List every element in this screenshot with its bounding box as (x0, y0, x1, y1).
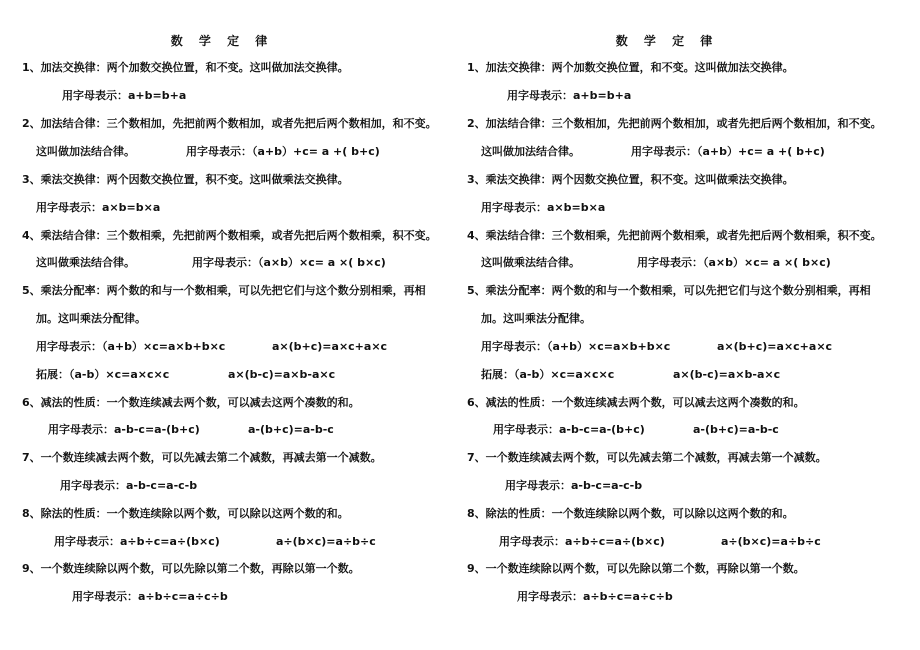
law-text: 用字母表示：a÷b÷c=a÷c÷b (517, 590, 673, 603)
law-line (467, 450, 827, 466)
law-text: 6、减法的性质：一个数连续减去两个数，可以减去这两个凑数的和。 (467, 396, 805, 409)
law-text: 用字母表示：a-b-c=a-c-b (505, 479, 643, 492)
law-line (481, 339, 833, 355)
law-text: 用字母表示：（a+b）×c=a×b+b×c (481, 340, 671, 353)
law-formula: a×(b-c)=a×b-a×c (673, 368, 781, 381)
law-text: 4、乘法结合律：三个数相乘，先把前两个数相乘，或者先把后两个数相乘，积不变。 (22, 229, 437, 242)
law-text: 用字母表示：a×b=b×a (36, 201, 161, 214)
law-text: 用字母表示：a+b=b+a (62, 89, 187, 102)
law-text: 3、乘法交换律：两个因数交换位置，积不变。这叫做乘法交换律。 (22, 173, 349, 186)
law-formula: a×(b+c)=a×c+a×c (717, 340, 833, 353)
law-text: 6、减法的性质：一个数连续减去两个数，可以减去这两个凑数的和。 (22, 396, 360, 409)
law-text: 3、乘法交换律：两个因数交换位置，积不变。这叫做乘法交换律。 (467, 173, 794, 186)
law-text: 1、加法交换律：两个加数交换位置，和不变。这叫做加法交换律。 (22, 61, 349, 74)
law-line (22, 450, 382, 466)
law-text: 5、乘法分配率：两个数的和与一个数相乘，可以先把它们与这个数分别相乘，再相 (467, 284, 871, 297)
law-formula: 用字母表示：（a+b）+c= a +( b+c) (631, 145, 825, 158)
law-line (481, 311, 591, 327)
law-text: 用字母表示：a+b=b+a (507, 89, 632, 102)
law-line (36, 255, 386, 271)
law-text: 这叫做乘法结合律。 (36, 256, 135, 269)
law-line (467, 506, 794, 522)
law-line (467, 561, 805, 577)
law-text: 用字母表示：a-b-c=a-(b+c) (48, 423, 200, 436)
law-text: 2、加法结合律：三个数相加，先把前两个数相加，或者先把后两个数相加，和不变。 (467, 117, 882, 130)
law-text: 8、除法的性质：一个数连续除以两个数，可以除以这两个数的和。 (22, 507, 349, 520)
law-line (481, 255, 831, 271)
law-line (22, 172, 349, 188)
law-line (22, 395, 360, 411)
law-text: 用字母表示：a-b-c=a-c-b (60, 479, 198, 492)
law-line (467, 116, 882, 132)
law-text: 7、一个数连续减去两个数，可以先减去第二个减数，再减去第一个减数。 (467, 451, 827, 464)
law-line (467, 395, 805, 411)
law-line (36, 311, 146, 327)
law-formula: a×(b-c)=a×b-a×c (228, 368, 336, 381)
law-line (36, 200, 160, 216)
law-formula: 用字母表示：（a×b）×c= a ×( b×c) (637, 256, 831, 269)
law-line (54, 534, 376, 550)
law-line (499, 534, 821, 550)
document-title: 数 学 定 律 (615, 34, 719, 48)
law-line (467, 60, 794, 76)
law-text: 8、除法的性质：一个数连续除以两个数，可以除以这两个数的和。 (467, 507, 794, 520)
law-text: 加。这叫乘法分配律。 (481, 312, 591, 325)
law-formula: a×(b+c)=a×c+a×c (272, 340, 388, 353)
law-formula: a-(b+c)=a-b-c (693, 423, 779, 436)
law-line (467, 228, 882, 244)
law-line (467, 283, 871, 299)
law-text: 1、加法交换律：两个加数交换位置，和不变。这叫做加法交换律。 (467, 61, 794, 74)
law-text: 4、乘法结合律：三个数相乘，先把前两个数相乘，或者先把后两个数相乘，积不变。 (467, 229, 882, 242)
law-line (481, 367, 781, 383)
law-text: 用字母表示：a÷b÷c=a÷c÷b (72, 590, 228, 603)
law-formula: a-(b+c)=a-b-c (248, 423, 334, 436)
law-text: 用字母表示：（a+b）×c=a×b+b×c (36, 340, 226, 353)
law-text: 2、加法结合律：三个数相加，先把前两个数相加，或者先把后两个数相加，和不变。 (22, 117, 437, 130)
law-text: 用字母表示：a×b=b×a (481, 201, 606, 214)
law-text: 这叫做加法结合律。 (36, 145, 135, 158)
law-line (22, 506, 349, 522)
right-column (467, 0, 907, 650)
law-line (493, 422, 779, 438)
law-line (22, 228, 437, 244)
law-text: 这叫做加法结合律。 (481, 145, 580, 158)
law-text: 拓展：（a-b）×c=a×c×c (36, 368, 170, 381)
law-text: 7、一个数连续减去两个数，可以先减去第二个减数，再减去第一个减数。 (22, 451, 382, 464)
law-text: 拓展：（a-b）×c=a×c×c (481, 368, 615, 381)
law-line (48, 422, 334, 438)
law-line (36, 144, 380, 160)
law-line (22, 561, 360, 577)
law-line (62, 88, 186, 104)
law-formula: a÷(b×c)=a÷b÷c (721, 535, 821, 548)
law-text: 用字母表示：a-b-c=a-(b+c) (493, 423, 645, 436)
document-title: 数 学 定 律 (170, 34, 274, 48)
law-text: 这叫做乘法结合律。 (481, 256, 580, 269)
left-column (22, 0, 462, 650)
law-text: 9、一个数连续除以两个数，可以先除以第二个数，再除以第一个数。 (467, 562, 805, 575)
law-text: 5、乘法分配率：两个数的和与一个数相乘，可以先把它们与这个数分别相乘，再相 (22, 284, 426, 297)
law-text: 加。这叫乘法分配律。 (36, 312, 146, 325)
law-formula: a÷(b×c)=a÷b÷c (276, 535, 376, 548)
law-line (517, 589, 673, 605)
law-line (481, 200, 605, 216)
law-formula: 用字母表示：（a+b）+c= a +( b+c) (186, 145, 380, 158)
law-line (60, 478, 197, 494)
law-line (36, 367, 336, 383)
law-line (36, 339, 388, 355)
law-text: 用字母表示：a÷b÷c=a÷(b×c) (499, 535, 665, 548)
law-line (22, 60, 349, 76)
law-text: 用字母表示：a÷b÷c=a÷(b×c) (54, 535, 220, 548)
law-line (507, 88, 631, 104)
law-text: 9、一个数连续除以两个数，可以先除以第二个数，再除以第一个数。 (22, 562, 360, 575)
law-line (481, 144, 825, 160)
law-line (22, 116, 437, 132)
law-formula: 用字母表示：（a×b）×c= a ×( b×c) (192, 256, 386, 269)
law-line (72, 589, 228, 605)
law-line (467, 172, 794, 188)
law-line (505, 478, 642, 494)
law-line (22, 283, 426, 299)
